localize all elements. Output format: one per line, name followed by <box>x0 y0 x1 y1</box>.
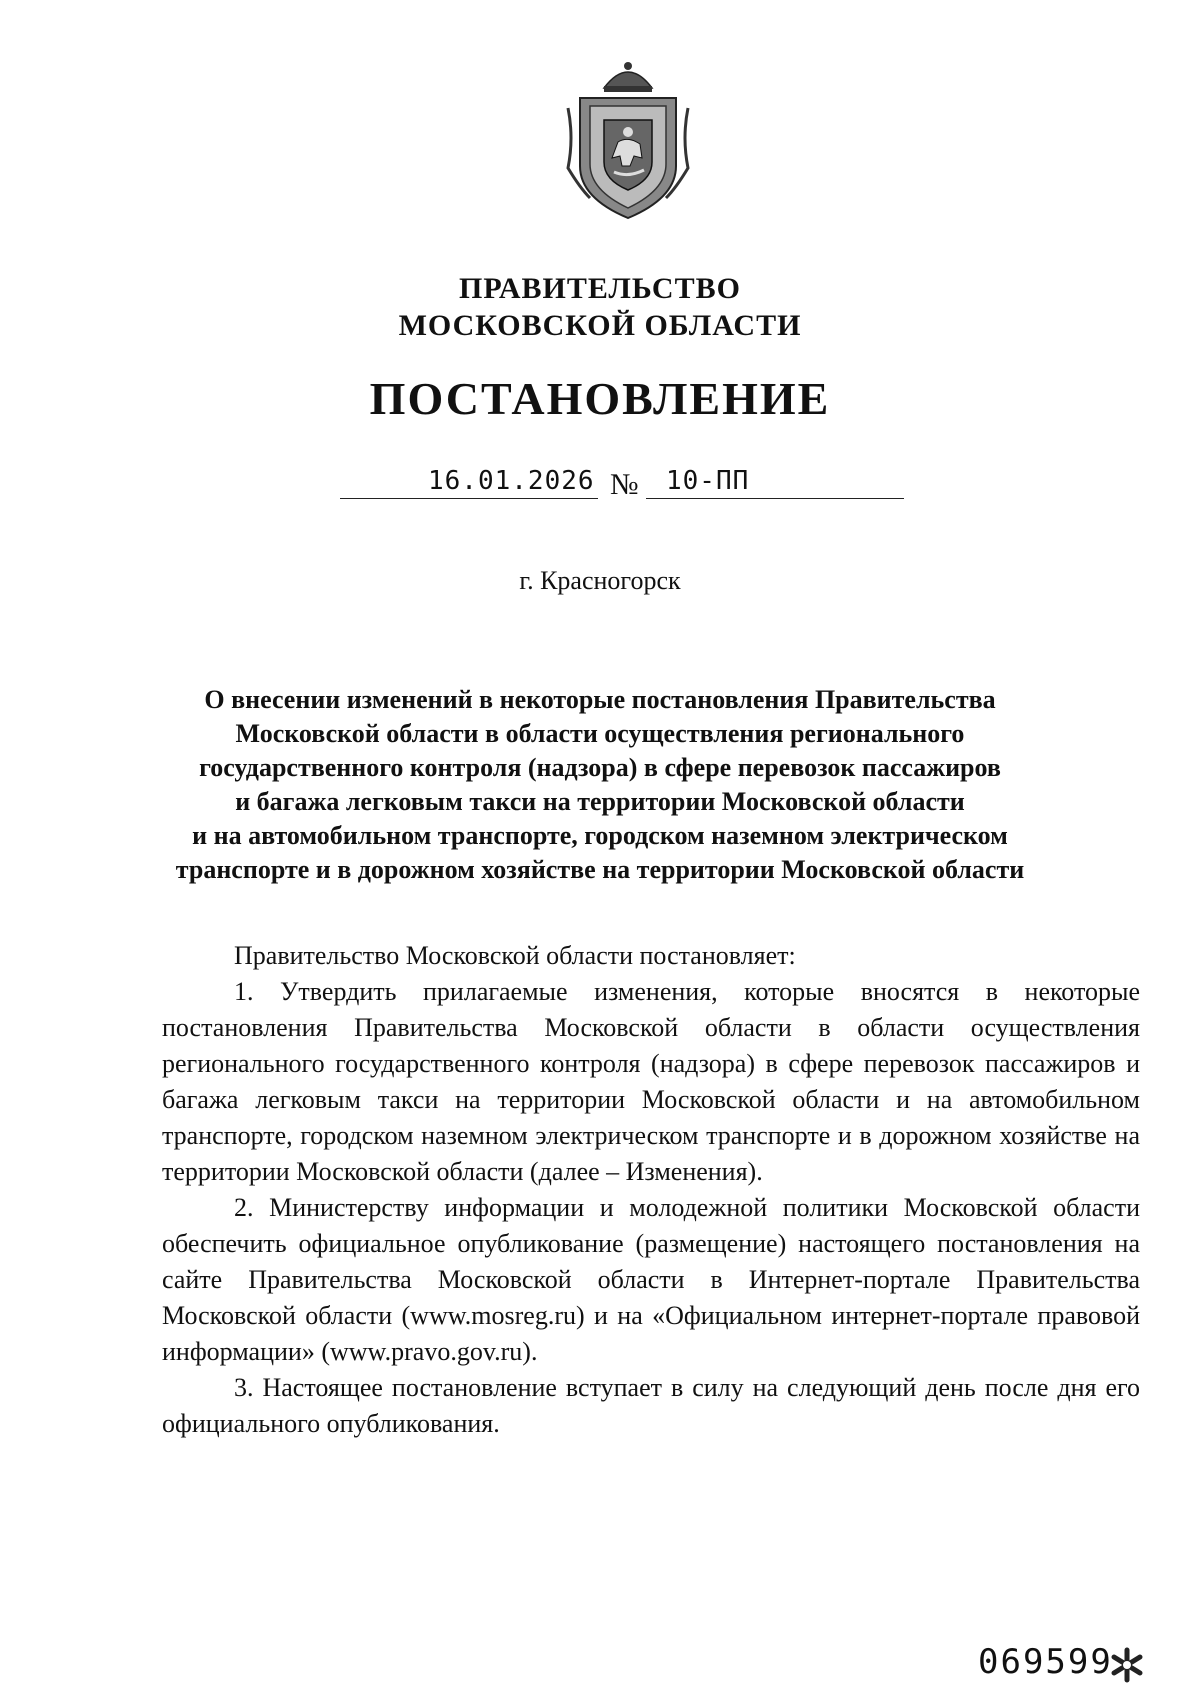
asterisk-icon <box>1108 1646 1146 1684</box>
registration-code: 069599 <box>978 1642 1113 1682</box>
preamble: Правительство Московской области постановляет: <box>234 941 796 970</box>
document-date: 16.01.2026 <box>428 466 595 496</box>
date-underline <box>340 498 598 499</box>
title-line: транспорте и в дорожном хозяйстве на территории Московской области <box>175 855 1025 884</box>
organization-name-line1: ПРАВИТЕЛЬСТВО <box>459 272 741 305</box>
body-item-1: 1. Утвердить прилагаемые изменения, которые вносятся в некоторые постановления Правительства Московской области в области осуществления регионального государственного контроля (надзора) в сфере перевозок пассажиров и багажа легковым такси на территории Московской области и на автомобильном транспорте, городском наземном электрическом транспорте и в дорожном хозяйстве на территории Московской области (далее – Изменения). <box>162 977 1140 1186</box>
title-line: О внесении изменений в некоторые постановления Правительства <box>204 685 996 714</box>
title-line: и на автомобильном транспорте, городском наземном электрическом <box>192 821 1008 850</box>
organization-name-line2: МОСКОВСКОЙ ОБЛАСТИ <box>398 309 802 342</box>
title-line: и багажа легковым такси на территории Московской области <box>235 787 965 816</box>
title-line: Московской области в области осуществления регионального <box>235 719 965 748</box>
title-line: государственного контроля (надзора) в сфере перевозок пассажиров <box>199 753 1001 782</box>
document-body <box>162 938 1140 1442</box>
number-underline <box>646 498 904 499</box>
document-title <box>150 683 1050 887</box>
body-item-3: 3. Настоящее постановление вступает в силу на следующий день после дня его официального опубликования. <box>162 1373 1140 1438</box>
document-type: ПОСТАНОВЛЕНИЕ <box>369 373 831 424</box>
city-name: г. Красногорск <box>519 566 681 595</box>
body-item-2: 2. Министерству информации и молодежной политики Московской области обеспечить официальное опубликование (размещение) настоящего постановления на сайте Правительства Московской области в Интернет-портале Правительства Московской области (www.mosreg.ru) и на «Официальном интернет-портале правовой информации» (www.pravo.gov.ru). <box>162 1193 1140 1366</box>
document-number: 10-ПП <box>666 466 750 496</box>
coat-of-arms-icon <box>560 58 696 224</box>
number-sign: № <box>610 468 639 501</box>
